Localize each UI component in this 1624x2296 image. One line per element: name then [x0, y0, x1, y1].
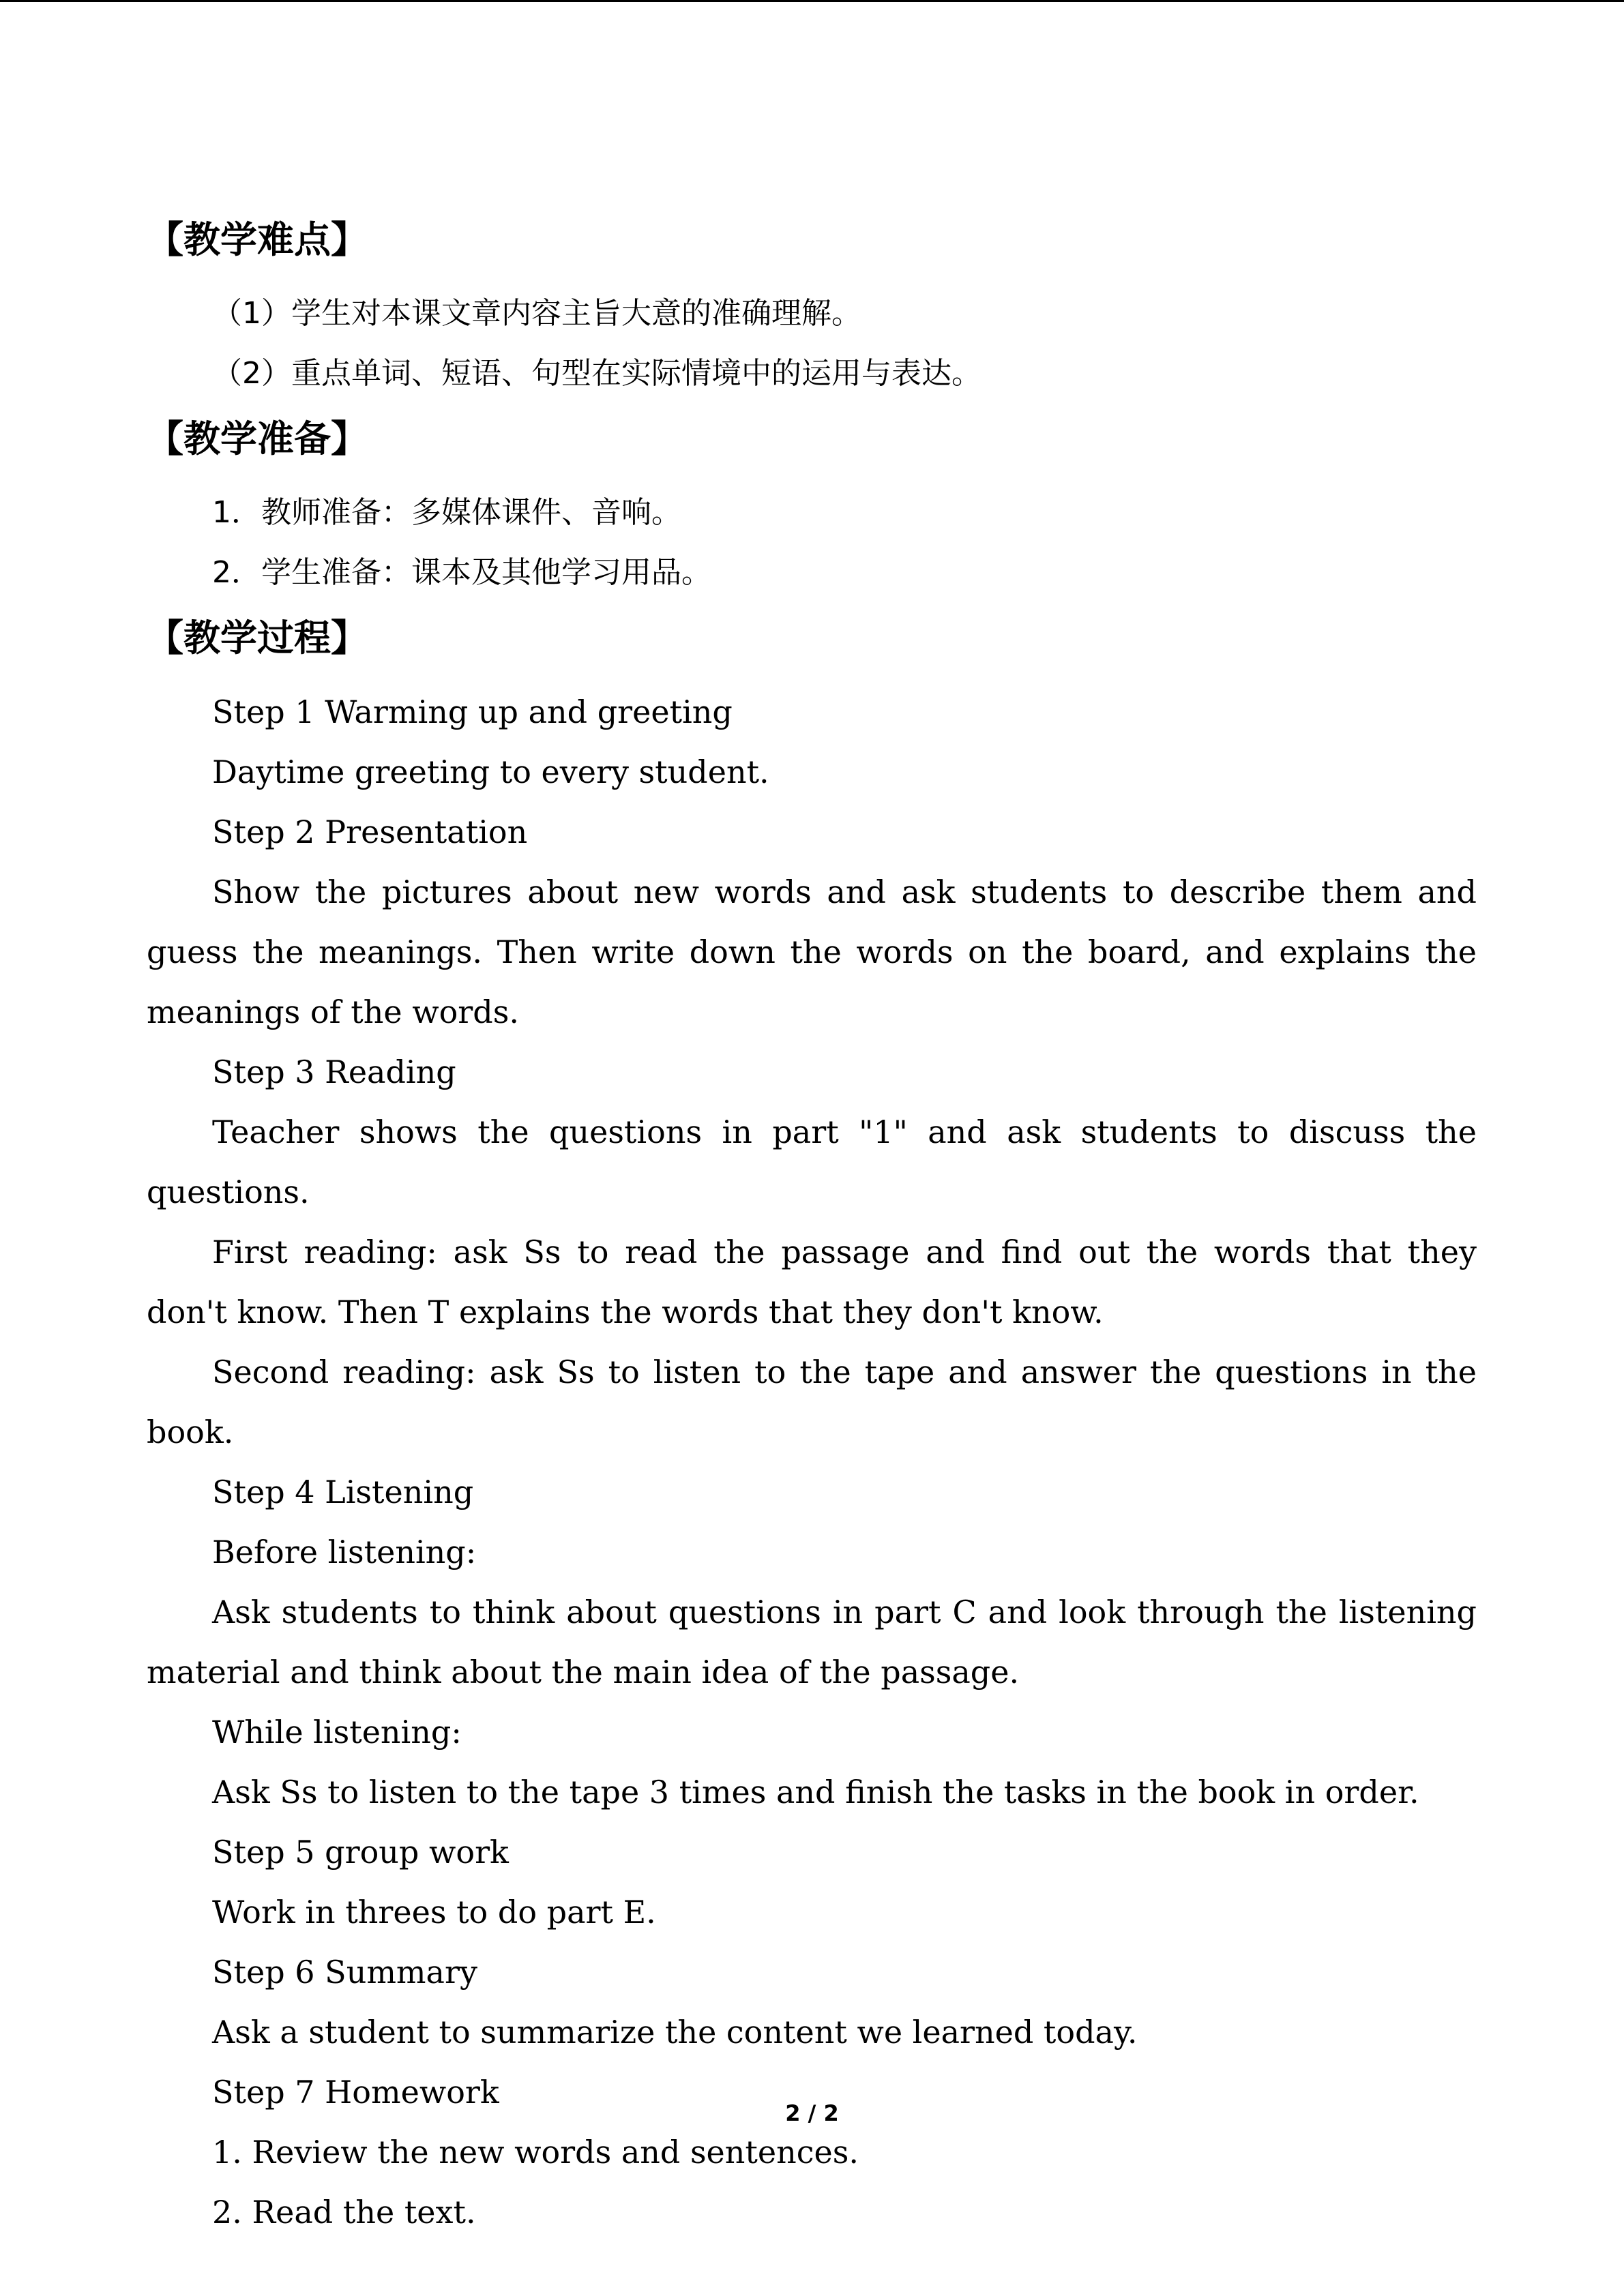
process-paragraph: Ask Ss to listen to the tape 3 times and finish the tasks in the book in order.: [212, 1774, 1419, 1810]
difficulty-item-2: （2）重点单词、短语、句型在实际情境中的运用与表达。: [212, 356, 981, 391]
process-paragraph: First reading: ask Ss to read the passage and find out the words that they don't know. Then T explains the words that they don't know.: [147, 1234, 1477, 1330]
process-step-6-title: Step 6 Summary: [212, 1954, 477, 1991]
process-step-5-title: Step 5 group work: [212, 1834, 509, 1870]
process-paragraph: Work in threes to do part E.: [212, 1894, 656, 1930]
heading-preparation: 【教学准备】: [147, 417, 368, 460]
process-step-3-title: Step 3 Reading: [212, 1054, 456, 1090]
process-step-7-title: Step 7 Homework: [212, 2074, 499, 2111]
preparation-item-1: 1．教师准备：多媒体课件、音响。: [212, 495, 681, 530]
process-paragraph: Ask students to think about questions in part C and look through the listening material and think about the main idea of the passage.: [147, 1594, 1477, 1690]
process-step-2-title: Step 2 Presentation: [212, 814, 528, 850]
process-paragraph: Second reading: ask Ss to listen to the tape and answer the questions in the book.: [147, 1354, 1477, 1450]
process-paragraph: Show the pictures about new words and ask students to describe them and guess the meanings. Then write down the words on the board, and explains the meanings of the words.: [147, 874, 1477, 1030]
page-top-border: [0, 0, 1624, 2]
process-paragraph: Daytime greeting to every student.: [212, 754, 769, 790]
process-step-1-title: Step 1 Warming up and greeting: [212, 694, 733, 730]
document-page: [147, 205, 1477, 2242]
heading-difficulties: 【教学难点】: [147, 218, 368, 261]
process-paragraph: While listening:: [212, 1714, 462, 1750]
process-paragraph: Before listening:: [212, 1534, 477, 1570]
preparation-item-2: 2．学生准备：课本及其他学习用品。: [212, 555, 711, 590]
process-step-4-title: Step 4 Listening: [212, 1474, 474, 1510]
process-paragraph: Ask a student to summarize the content we learned today.: [212, 2014, 1138, 2051]
process-paragraph: Teacher shows the questions in part "1" and ask students to discuss the questions.: [147, 1114, 1477, 1210]
difficulty-item-1: （1）学生对本课文章内容主旨大意的准确理解。: [212, 296, 861, 331]
process-paragraph: 2. Read the text.: [212, 2194, 476, 2231]
process-paragraph: 1. Review the new words and sentences.: [212, 2134, 859, 2171]
page-number: 2 / 2: [785, 2100, 839, 2126]
heading-process: 【教学过程】: [147, 616, 368, 659]
